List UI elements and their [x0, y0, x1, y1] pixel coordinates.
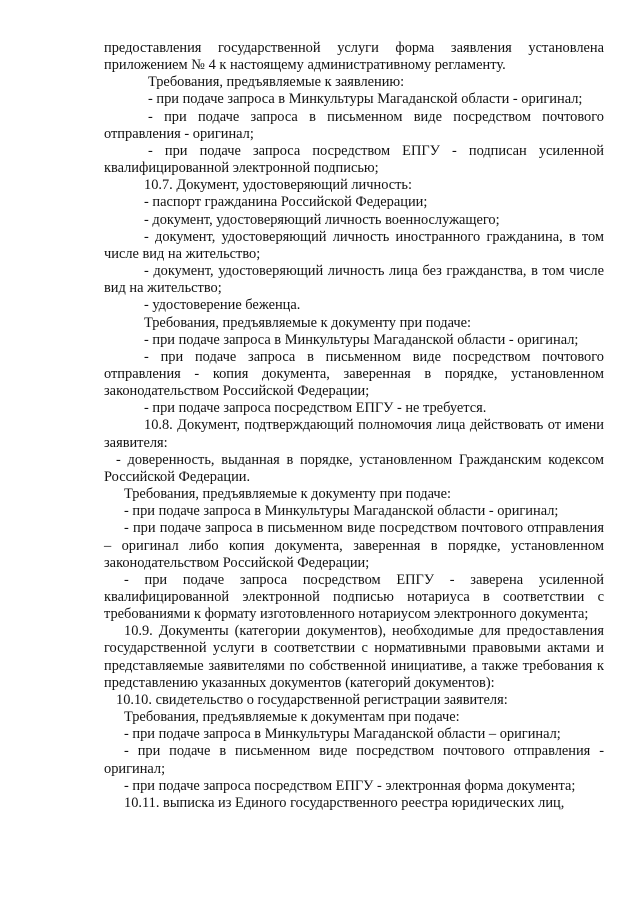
paragraph: - при подаче запроса в письменном виде посредством почтового отправления – оригинал либо копия документа, заверенная в порядке, установленном законодательством Российской Федерации;	[104, 520, 604, 571]
paragraph: - при подаче запроса в Минкультуры Магаданской области – оригинал;	[124, 726, 561, 743]
paragraph: - паспорт гражданина Российской Федерации;	[144, 194, 428, 211]
paragraph: - документ, удостоверяющий личность иностранного гражданина, в том числе вид на жительство;	[104, 228, 604, 262]
paragraph: Требования, предъявляемые к документу при подаче:	[144, 314, 471, 331]
paragraph: - удостоверение беженца.	[144, 297, 301, 314]
paragraph: - при подаче запроса посредством ЕПГУ - электронная форма документа;	[124, 777, 576, 794]
paragraph: предоставления государственной услуги форма заявления установлена приложением № 4 к настоящему административному регламенту.	[104, 40, 604, 74]
paragraph: - при подаче запроса посредством ЕПГУ - подписан усиленной квалифицированной электронной подписью;	[104, 142, 604, 177]
paragraph: - при подаче запроса в Минкультуры Магаданской области - оригинал;	[144, 331, 579, 348]
paragraph: 10.8. Документ, подтверждающий полномочия лица действовать от имени заявителя:	[104, 417, 604, 451]
document-page	[104, 40, 604, 812]
paragraph: 10.9. Документы (категории документов), необходимые для предоставления государственной услуги в соответствии с нормативными правовыми актами и представляемые заявителями по собственной инициативе, а также требования к представлению указанных документов (категорий документов):	[104, 623, 604, 691]
paragraph: 10.7. Документ, удостоверяющий личность:	[144, 177, 412, 194]
paragraph: - при подаче запроса посредством ЕПГУ - заверена усиленной квалифицированной электронной подписью нотариуса в соответствии с требованиями к формату изготовленного нотариусом электронного документа;	[104, 571, 604, 623]
paragraph: - при подаче запроса посредством ЕПГУ - не требуется.	[144, 400, 487, 417]
paragraph: - доверенность, выданная в порядке, установленном Гражданским кодексом Российской Федерации.	[104, 451, 604, 485]
paragraph: - при подаче запроса в Минкультуры Магаданской области - оригинал;	[124, 503, 559, 520]
paragraph: Требования, предъявляемые к заявлению:	[148, 74, 405, 91]
paragraph: - документ, удостоверяющий личность военнослужащего;	[144, 211, 500, 228]
paragraph: - при подаче запроса в Минкультуры Магаданской области - оригинал;	[148, 91, 583, 108]
paragraph: Требования, предъявляемые к документам при подаче:	[124, 709, 460, 726]
paragraph: - документ, удостоверяющий личность лица без гражданства, в том числе вид на жительство;	[104, 263, 604, 297]
paragraph: Требования, предъявляемые к документу при подаче:	[124, 486, 451, 503]
paragraph: 10.11. выписка из Единого государственного реестра юридических лиц,	[124, 794, 565, 811]
paragraph: - при подаче в письменном виде посредством почтового отправления - оригинал;	[104, 743, 604, 777]
paragraph: 10.10. свидетельство о государственной регистрации заявителя:	[116, 691, 508, 708]
paragraph: - при подаче запроса в письменном виде посредством почтового отправления - копия документа, заверенная в порядке, установленном законодательством Российской Федерации;	[104, 348, 604, 400]
paragraph: - при подаче запроса в письменном виде посредством почтового отправления - оригинал;	[104, 108, 604, 142]
